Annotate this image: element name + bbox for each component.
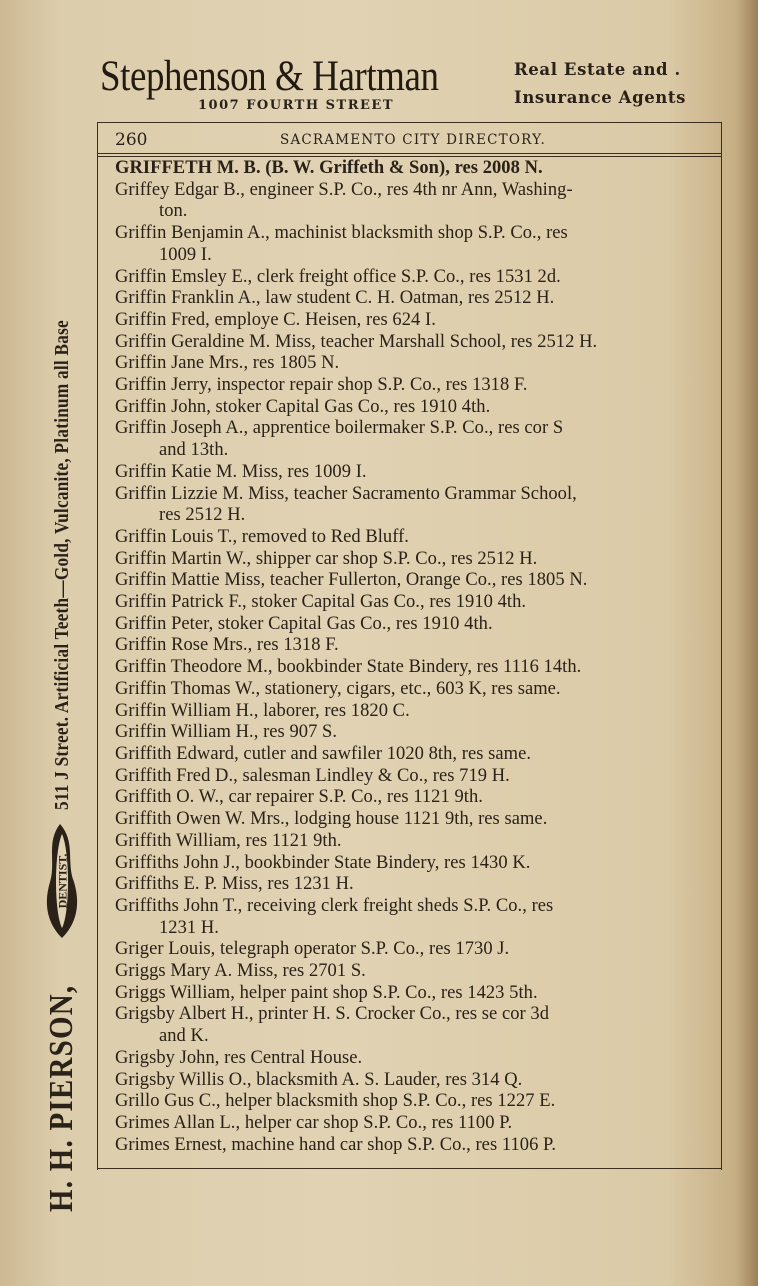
- entry-text: Grigsby Willis O., blacksmith A. S. Lauder, res 314 Q.: [115, 1069, 523, 1090]
- page-number: 260: [115, 130, 148, 150]
- directory-entry: [115, 397, 720, 419]
- entry-text: Griffin William H., laborer, res 1820 C.: [115, 700, 410, 721]
- dentist-badge-label: DENTIST.: [55, 853, 70, 909]
- dentist-badge: [42, 820, 82, 942]
- bottom-rule: [97, 1168, 722, 1169]
- entry-text: Griggs William, helper paint shop S.P. Co., res 1423 5th.: [115, 982, 538, 1003]
- directory-entry: [115, 353, 720, 375]
- directory-entry: [115, 961, 720, 983]
- entry-text: Griffith William, res 1121 9th.: [115, 830, 342, 851]
- side-ad-name: H. H. PIERSON,: [43, 984, 80, 1212]
- directory-entry: [115, 787, 720, 809]
- header-rule: [97, 153, 722, 157]
- entry-text: Griffin Franklin A., law student C. H. Oatman, res 2512 H.: [115, 288, 555, 309]
- directory-entry: [115, 484, 720, 527]
- entry-text: Griffin Katie M. Miss, res 1009 I.: [115, 461, 367, 482]
- directory-entry: [115, 332, 720, 354]
- directory-entry: [115, 180, 720, 223]
- directory-entry: [115, 701, 720, 723]
- directory-entry: [115, 657, 720, 679]
- entry-continuation: ton.: [159, 201, 188, 222]
- side-ad-text: 511 J Street. Artificial Teeth—Gold, Vulcanite, Platinum all Base: [50, 320, 73, 810]
- entry-text: Griffin Fred, employe C. Heisen, res 624 I.: [115, 309, 436, 330]
- entry-text: Griffin John, stoker Capital Gas Co., res 1910 4th.: [115, 396, 491, 417]
- entry-text: Griger Louis, telegraph operator S.P. Co., res 1730 J.: [115, 939, 510, 960]
- directory-entry: [115, 549, 720, 571]
- directory-entry: [115, 1048, 720, 1070]
- entry-text: Grillo Gus C., helper blacksmith shop S.P. Co., res 1227 E.: [115, 1091, 556, 1112]
- entry-text: Griffin Lizzie M. Miss, teacher Sacramento Grammar School,: [115, 483, 577, 504]
- directory-entry: [115, 1135, 720, 1157]
- entry-text: Griffin Mattie Miss, teacher Fullerton, Orange Co., res 1805 N.: [115, 570, 588, 591]
- entry-text: Griffith Edward, cutler and sawfiler 1020 8th, res same.: [115, 743, 532, 764]
- directory-entry: [115, 614, 720, 636]
- entry-text: GRIFFETH M. B. (B. W. Griffeth & Son), res 2008 N.: [115, 158, 543, 178]
- entry-text: Griffin William H., res 907 S.: [115, 722, 338, 743]
- directory-entry: [115, 1070, 720, 1092]
- entry-continuation: and 13th.: [159, 440, 229, 461]
- directory-entry: [115, 983, 720, 1005]
- directory-entry: [115, 527, 720, 549]
- entry-continuation: and K.: [159, 1026, 209, 1047]
- directory-entry: [115, 570, 720, 592]
- directory-entry: [115, 831, 720, 853]
- advertiser-tagline-2: Insurance Agents: [514, 88, 687, 107]
- directory-entry: [115, 267, 720, 289]
- entry-text: Griffith O. W., car repairer S.P. Co., res 1121 9th.: [115, 787, 483, 808]
- directory-entry: [115, 158, 720, 180]
- page-edge-shadow: [736, 0, 758, 1286]
- directory-entry: [115, 896, 720, 939]
- entry-text: Grigsby Albert H., printer H. S. Crocker Co., res se cor 3d: [115, 1004, 550, 1025]
- running-head: SACRAMENTO CITY DIRECTORY.: [280, 132, 546, 148]
- advertiser-name: Stephenson & Hartman: [100, 53, 439, 100]
- entry-text: Griffin Martin W., shipper car shop S.P. Co., res 2512 H.: [115, 548, 538, 569]
- entry-text: Griffin Jane Mrs., res 1805 N.: [115, 353, 340, 374]
- directory-listing: [115, 158, 720, 1156]
- directory-entry: [115, 462, 720, 484]
- directory-entry: [115, 853, 720, 875]
- entry-text: Griffiths E. P. Miss, res 1231 H.: [115, 874, 354, 895]
- entry-continuation: 1009 I.: [159, 244, 212, 265]
- directory-entry: [115, 722, 720, 744]
- entry-text: Griffin Theodore M., bookbinder State Bindery, res 1116 14th.: [115, 657, 582, 678]
- directory-entry: [115, 874, 720, 896]
- directory-entry: [115, 1091, 720, 1113]
- directory-entry: [115, 592, 720, 614]
- side-advertisement: [42, 92, 82, 1212]
- directory-entry: [115, 679, 720, 701]
- entry-text: Griffin Jerry, inspector repair shop S.P. Co., res 1318 F.: [115, 375, 528, 396]
- entry-continuation: 1231 H.: [159, 917, 219, 938]
- directory-entry: [115, 1113, 720, 1135]
- entry-continuation: res 2512 H.: [159, 505, 246, 526]
- entry-text: Griffin Benjamin A., machinist blacksmith shop S.P. Co., res: [115, 223, 568, 244]
- entry-text: Griffin Joseph A., apprentice boilermaker S.P. Co., res cor S: [115, 418, 564, 439]
- directory-entry: [115, 310, 720, 332]
- directory-entry: [115, 375, 720, 397]
- entry-text: Grimes Ernest, machine hand car shop S.P. Co., res 1106 P.: [115, 1134, 557, 1155]
- directory-entry: [115, 418, 720, 461]
- directory-entry: [115, 288, 720, 310]
- entry-text: Griffin Patrick F., stoker Capital Gas Co., res 1910 4th.: [115, 592, 527, 613]
- entry-text: Griffin Rose Mrs., res 1318 F.: [115, 635, 339, 656]
- directory-entry: [115, 1004, 720, 1047]
- entry-text: Griffiths John T., receiving clerk freight sheds S.P. Co., res: [115, 895, 554, 916]
- entry-text: Grigsby John, res Central House.: [115, 1047, 363, 1068]
- advertiser-tagline-1: Real Estate and .: [514, 60, 681, 79]
- entry-text: Griffiths John J., bookbinder State Bindery, res 1430 K.: [115, 852, 531, 873]
- entry-text: Grimes Allan L., helper car shop S.P. Co., res 1100 P.: [115, 1112, 513, 1133]
- directory-entry: [115, 766, 720, 788]
- directory-entry: [115, 635, 720, 657]
- entry-text: Griffey Edgar B., engineer S.P. Co., res 4th nr Ann, Washing-: [115, 179, 573, 200]
- directory-entry: [115, 223, 720, 266]
- entry-text: Griggs Mary A. Miss, res 2701 S.: [115, 961, 366, 982]
- entry-text: Griffith Fred D., salesman Lindley & Co., res 719 H.: [115, 765, 510, 786]
- entry-text: Griffith Owen W. Mrs., lodging house 1121 9th, res same.: [115, 809, 548, 830]
- entry-text: Griffin Peter, stoker Capital Gas Co., res 1910 4th.: [115, 613, 493, 634]
- directory-entry: [115, 939, 720, 961]
- entry-text: Griffin Geraldine M. Miss, teacher Marshall School, res 2512 H.: [115, 331, 598, 352]
- directory-entry: [115, 809, 720, 831]
- advertiser-address: 1007 FOURTH STREET: [198, 98, 395, 113]
- entry-text: Griffin Thomas W., stationery, cigars, etc., 603 K, res same.: [115, 678, 561, 699]
- entry-text: Griffin Louis T., removed to Red Bluff.: [115, 526, 409, 547]
- directory-entry: [115, 744, 720, 766]
- entry-text: Griffin Emsley E., clerk freight office S.P. Co., res 1531 2d.: [115, 266, 561, 287]
